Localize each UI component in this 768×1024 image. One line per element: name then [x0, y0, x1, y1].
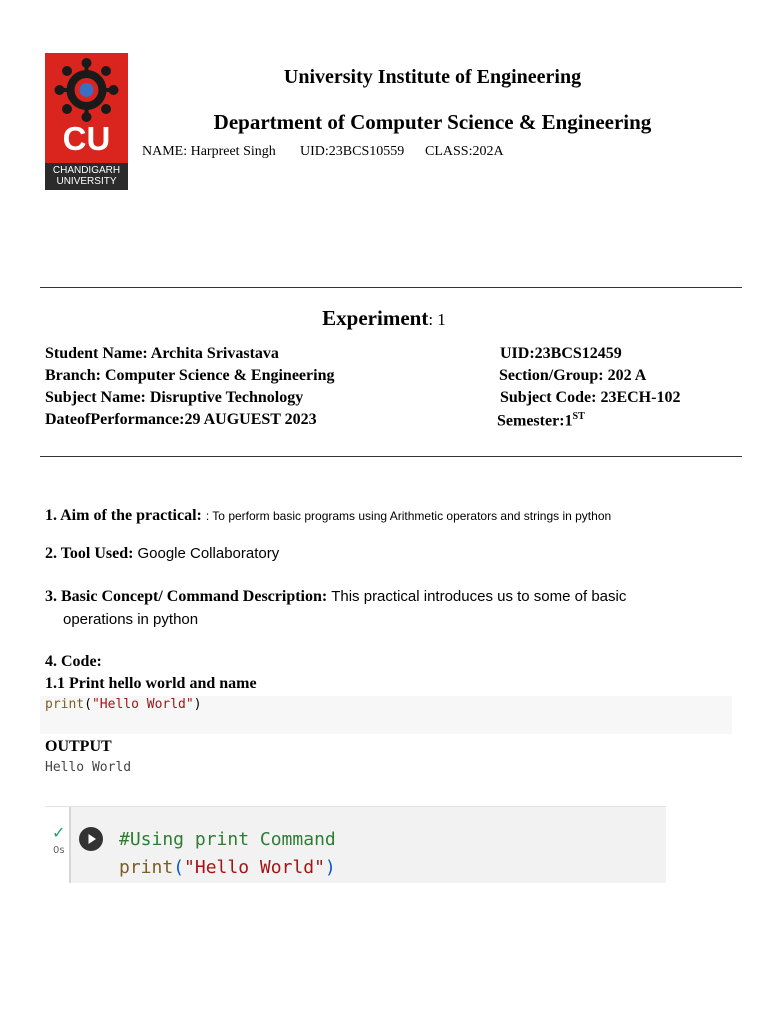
exec-time: 0s [53, 845, 65, 856]
tool-section [45, 545, 279, 563]
colab-code-line [119, 857, 336, 878]
semester-sup: ST [572, 411, 585, 422]
subsection-title: 1.1 Print hello world and name [45, 675, 257, 692]
department-title: Department of Computer Science & Engineering [213, 110, 652, 134]
concept-label: 3. Basic Concept/ Command Description: [45, 588, 328, 605]
play-icon [79, 827, 103, 851]
bottom-divider [40, 456, 742, 457]
check-icon: ✓ [52, 823, 66, 842]
cell-gutter-line [69, 807, 71, 883]
logo-name-line1: CHANDIGARH [52, 165, 121, 176]
header-class: CLASS:202A [425, 144, 504, 159]
code-line [45, 697, 202, 712]
code-close-paren: ) [193, 697, 202, 712]
output-text: Hello World [45, 760, 132, 775]
colab-close-paren: ) [324, 857, 336, 878]
top-divider [40, 287, 742, 288]
student-section: Section/Group: 202 A [499, 367, 647, 384]
code-fn: print [45, 697, 85, 712]
header-uid: UID:23BCS10559 [300, 144, 405, 159]
aim-text: : To perform basic programs using Arithmetic operators and strings in python [205, 509, 612, 523]
colab-fn: print [119, 857, 174, 878]
student-branch: Branch: Computer Science & Engineering [45, 367, 335, 384]
run-cell-button[interactable] [79, 827, 103, 851]
university-logo [45, 53, 128, 190]
semester-text: Semester:1 [497, 412, 573, 430]
tool-text: Google Collaboratory [137, 545, 280, 562]
subject-name: Subject Name: Disruptive Technology [45, 389, 304, 406]
colab-comment: #Using print Command [119, 829, 336, 850]
output-label: OUTPUT [45, 738, 112, 755]
aim-label: 1. Aim of the practical: [45, 507, 202, 524]
header-name: NAME: Harpreet Singh [142, 144, 276, 159]
experiment-title [0, 306, 768, 331]
semester [497, 411, 585, 430]
code-label: 4. Code: [45, 653, 102, 670]
experiment-label: Experiment [322, 306, 429, 330]
logo-name-line2: UNIVERSITY [56, 176, 117, 187]
experiment-number: : 1 [428, 310, 446, 329]
concept-text-line2: operations in python [63, 611, 199, 628]
institute-title: University Institute of Engineering [283, 66, 582, 88]
date-of-performance: DateofPerformance:29 AUGUEST 2023 [45, 411, 317, 428]
code-open-paren: ( [84, 697, 92, 712]
colab-string: "Hello World" [184, 857, 325, 878]
student-name: Student Name: Archita Srivastava [45, 345, 279, 362]
concept-section [45, 588, 626, 606]
colab-cell [45, 806, 666, 883]
concept-text-line1: This practical introduces us to some of basic [331, 588, 627, 605]
colab-open-paren: ( [173, 857, 185, 878]
subject-code: Subject Code: 23ECH-102 [500, 389, 681, 406]
aim-section [45, 507, 611, 525]
code-string: "Hello World" [91, 697, 194, 712]
logo-initials: CU [62, 120, 111, 157]
student-uid: UID:23BCS12459 [500, 345, 622, 362]
tool-label: 2. Tool Used: [45, 545, 134, 562]
